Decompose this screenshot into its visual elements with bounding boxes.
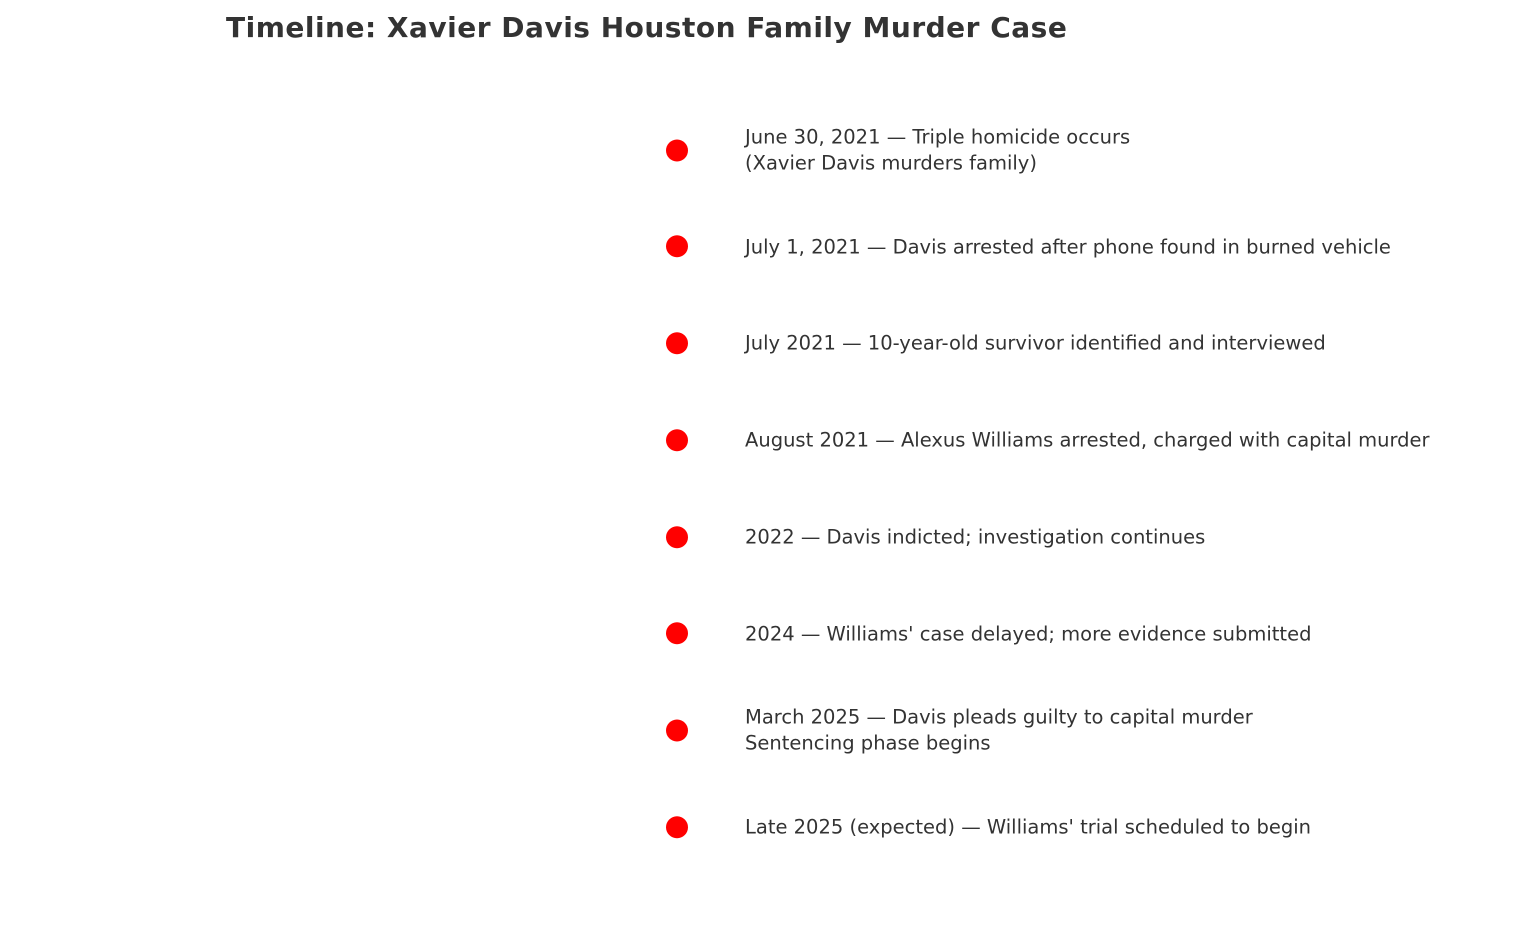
timeline-event — [666, 705, 1253, 756]
event-dot-icon — [666, 332, 688, 354]
event-text-line: July 2021 — 10-year-old survivor identified and interviewed — [745, 331, 1326, 355]
event-text — [745, 814, 1311, 840]
event-text — [745, 234, 1391, 260]
event-dot-icon — [666, 526, 688, 548]
event-dot-icon — [666, 139, 688, 161]
event-text — [745, 621, 1311, 647]
event-text — [745, 427, 1430, 453]
timeline-event — [666, 427, 1430, 453]
event-text-line: July 1, 2021 — Davis arrested after phone found in burned vehicle — [745, 234, 1391, 258]
event-text-line: August 2021 — Alexus Williams arrested, charged with capital murder — [745, 428, 1430, 452]
timeline-event — [666, 331, 1326, 357]
event-text-line: June 30, 2021 — Triple homicide occurs — [745, 125, 1131, 149]
event-text-line: March 2025 — Davis pleads guilty to capital murder — [745, 705, 1253, 729]
event-dot-icon — [666, 429, 688, 451]
event-text-line: Late 2025 (expected) — Williams' trial scheduled to begin — [745, 815, 1312, 839]
event-dot-icon — [666, 816, 688, 838]
event-text — [745, 331, 1326, 357]
event-dot-icon — [666, 236, 688, 258]
event-text — [745, 705, 1253, 756]
timeline-event — [666, 621, 1311, 647]
figure-title: Timeline: Xavier Davis Houston Family Murder Case — [226, 11, 1068, 44]
event-dot-icon — [666, 719, 688, 741]
timeline-event — [666, 125, 1130, 176]
event-text — [745, 125, 1130, 176]
event-text — [745, 524, 1205, 550]
event-text-line: (Xavier Davis murders family) — [745, 151, 1037, 174]
event-text-line: Sentencing phase begins — [745, 731, 991, 755]
event-dot-icon — [666, 623, 688, 645]
timeline-event — [666, 524, 1205, 550]
event-text-line: 2024 — Williams' case delayed; more evidence submitted — [745, 621, 1312, 645]
timeline-event — [666, 814, 1311, 840]
event-text-line: 2022 — Davis indicted; investigation continues — [745, 525, 1206, 549]
timeline-event — [666, 234, 1391, 260]
